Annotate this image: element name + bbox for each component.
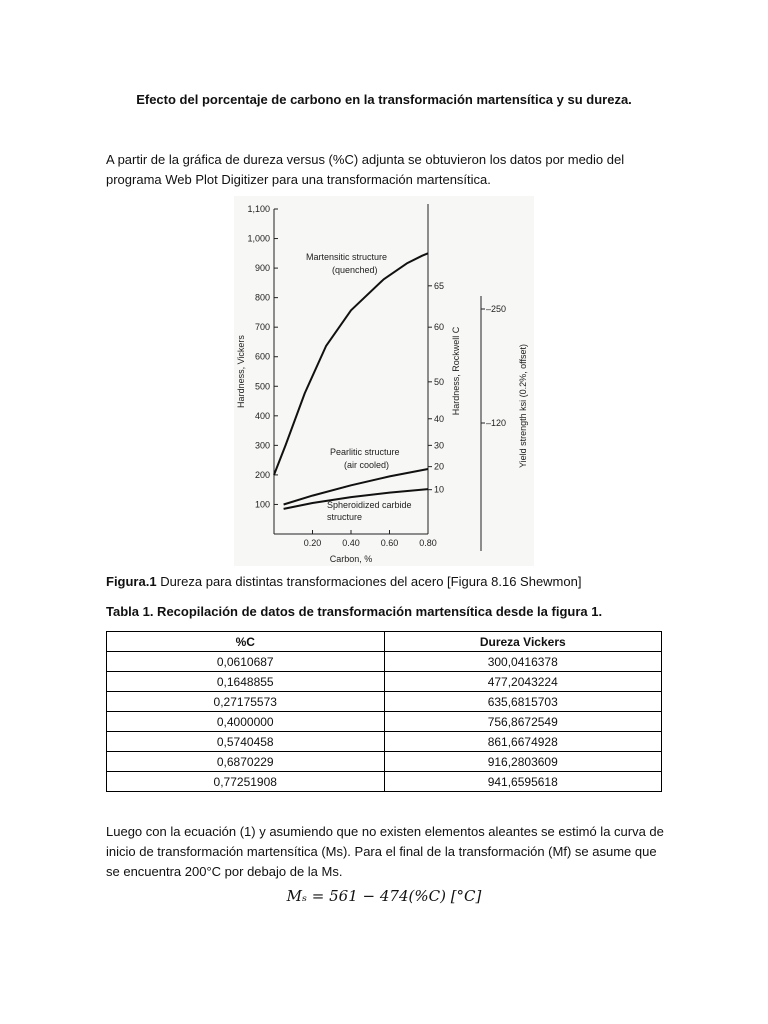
table-cell-carbon: 0,4000000 xyxy=(107,712,385,732)
table-cell-carbon: 0,27175573 xyxy=(107,692,385,712)
table-cell-hardness: 756,8672549 xyxy=(384,712,662,732)
table-cell-hardness: 300,0416378 xyxy=(384,652,662,672)
table-cell-carbon: 0,0610687 xyxy=(107,652,385,672)
table-row xyxy=(107,732,662,752)
y-left-tick-label: 1,000 xyxy=(247,233,270,244)
y-left-tick-label: 600 xyxy=(254,351,270,362)
y-left-tick-label: 300 xyxy=(254,440,270,451)
table-cell-hardness: 916,2803609 xyxy=(384,752,662,772)
y-left-tick-label: 900 xyxy=(254,263,270,274)
ms-equation: Mₛ = 561 − 474(%C) [°C] xyxy=(286,887,482,905)
table-cell-carbon: 0,77251908 xyxy=(107,772,385,792)
table-cell-carbon: 0,1648855 xyxy=(107,672,385,692)
table-cell-hardness: 477,2043224 xyxy=(384,672,662,692)
table-cell-hardness: 635,6815703 xyxy=(384,692,662,712)
document-title: Efecto del porcentaje de carbono en la transformación martensítica y su dureza. xyxy=(136,92,632,107)
y-left-tick-label: 1,100 xyxy=(247,204,270,214)
table-cell-hardness: 941,6595618 xyxy=(384,772,662,792)
figure-1 xyxy=(234,196,534,566)
x-tick-label: 0.80 xyxy=(419,538,437,548)
figure-caption xyxy=(106,574,581,589)
y-right-rockwell-tick-label: 65 xyxy=(434,280,445,291)
y-right-yield-tick-label: –120 xyxy=(486,418,507,428)
table-header-row xyxy=(107,632,662,652)
y-left-tick-label: 500 xyxy=(254,381,270,392)
x-tick-label: 0.20 xyxy=(303,538,322,548)
y-right-rockwell-tick-label: 20 xyxy=(434,461,445,472)
annotation-martensitic-sub: (quenched) xyxy=(332,265,378,275)
y-left-tick-label: 700 xyxy=(254,322,270,333)
annotation-pearlitic: Pearlitic structure xyxy=(330,447,400,457)
data-table xyxy=(106,631,662,792)
annotation-pearlitic-sub: (air cooled) xyxy=(344,460,390,470)
y-axis-right-yield-label: Yield strength ksi (0.2%, offset) xyxy=(518,343,528,469)
figure-caption-text: Dureza para distintas transformaciones del acero [Figura 8.16 Shewmon] xyxy=(156,574,582,589)
y-right-rockwell-tick-label: 10 xyxy=(434,484,445,495)
x-tick-label: 0.40 xyxy=(342,538,360,548)
table-row xyxy=(107,752,662,772)
table-cell-carbon: 0,6870229 xyxy=(107,752,385,772)
table-row xyxy=(107,772,662,792)
x-tick-label: 0.60 xyxy=(380,538,399,548)
y-axis-left-label: Hardness, Vickers xyxy=(236,335,246,408)
table-row xyxy=(107,652,662,672)
y-left-tick-label: 800 xyxy=(254,292,270,303)
y-left-tick-label: 200 xyxy=(254,469,270,480)
table-row xyxy=(107,712,662,732)
y-right-rockwell-tick-label: 50 xyxy=(434,376,445,387)
table-cell-hardness: 861,6674928 xyxy=(384,732,662,752)
annotation-spheroidized-sub: structure xyxy=(327,512,363,522)
y-right-rockwell-tick-label: 40 xyxy=(434,413,445,424)
figure-caption-label: Figura.1 xyxy=(106,574,157,589)
y-right-rockwell-tick-label: 30 xyxy=(434,440,445,451)
table-cell-carbon: 0,5740458 xyxy=(107,732,385,752)
y-left-tick-label: 400 xyxy=(254,410,270,421)
table-header-carbon: %C xyxy=(107,632,385,652)
x-axis-label: Carbon, % xyxy=(329,554,373,564)
y-right-yield-tick-label: –250 xyxy=(486,304,507,314)
table-row xyxy=(107,692,662,712)
after-paragraph: Luego con la ecuación (1) y asumiendo que no existen elementos aleantes se estimó la curva de inicio de transformación martensítica (Ms). Para el final de la transformación (Mf) se asume que se encuentra 200°C por debajo de la Ms. xyxy=(106,824,664,879)
intro-paragraph: A partir de la gráfica de dureza versus (%C) adjunta se obtuvieron los datos por medio del programa Web Plot Digitizer para una transformación martensítica. xyxy=(106,152,625,187)
hardness-chart xyxy=(234,196,534,566)
table-header-hardness: Dureza Vickers xyxy=(384,632,662,652)
y-axis-right-rockwell-label: Hardness, Rockwell C xyxy=(451,326,461,416)
annotation-martensitic: Martensitic structure xyxy=(306,252,388,262)
y-right-rockwell-tick-label: 60 xyxy=(434,322,445,333)
y-left-tick-label: 100 xyxy=(254,499,270,510)
table-row xyxy=(107,672,662,692)
annotation-spheroidized: Spheroidized carbide xyxy=(327,500,412,510)
table-caption: Tabla 1. Recopilación de datos de transformación martensítica desde la figura 1. xyxy=(106,604,603,619)
